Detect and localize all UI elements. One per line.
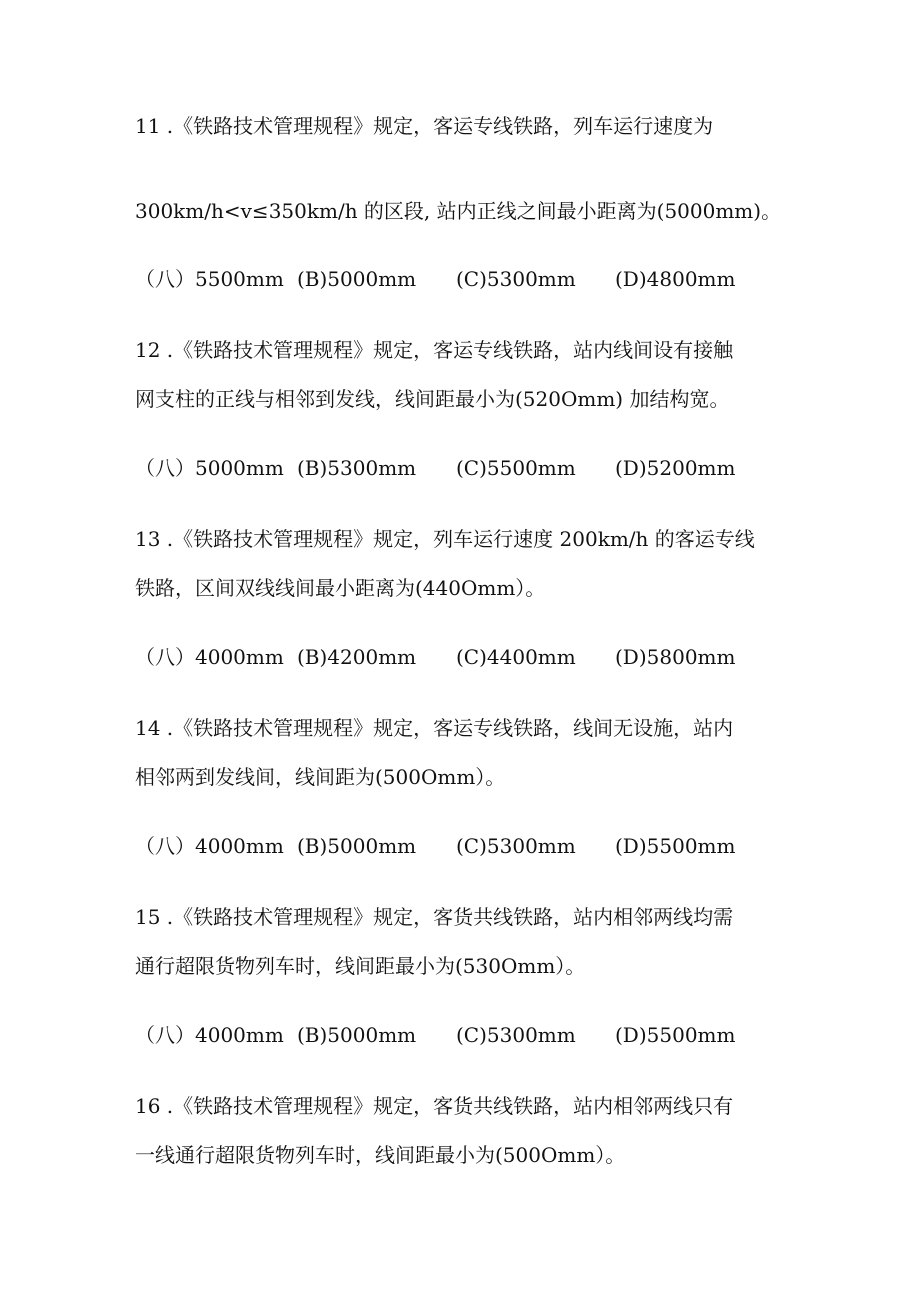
question-14-line-2: 相邻两到发线间，线间距为(500Omm）。 [135, 765, 506, 789]
question-11-option-c: (C)5300mm [456, 267, 576, 291]
question-12-line-1: 12 .《铁路技术管理规程》规定，客运专线铁路，站内线间设有接触 [135, 338, 734, 362]
question-12-option-c: (C)5500mm [456, 456, 576, 480]
question-12-option-b: (B)5300mm [297, 456, 417, 480]
question-14-line-1: 14 .《铁路技术管理规程》规定，客运专线铁路，线间无设施，站内 [135, 716, 734, 740]
question-15-option-c: (C)5300mm [456, 1023, 576, 1047]
question-14-option-a: （八）4000mm [135, 834, 284, 858]
question-11-line-2: 300km/h<v≤350km/h 的区段, 站内正线之间最小距离为(5000mm)。 [135, 199, 782, 223]
question-12-option-a: （八）5000mm [135, 456, 284, 480]
question-11-option-d: (D)4800mm [615, 267, 736, 291]
question-15-option-b: (B)5000mm [297, 1023, 417, 1047]
question-11-line-1: 11 .《铁路技术管理规程》规定，客运专线铁路，列车运行速度为 [135, 114, 714, 138]
question-15-line-2: 通行超限货物列车时，线间距最小为(530Omm）。 [135, 954, 586, 978]
question-12-line-2: 网支柱的正线与相邻到发线，线间距最小为(520Omm) 加结构宽。 [135, 387, 730, 411]
question-15-line-1: 15 .《铁路技术管理规程》规定，客货共线铁路，站内相邻两线均需 [135, 905, 734, 929]
question-13-line-1: 13 .《铁路技术管理规程》规定，列车运行速度 200km/h 的客运专线 [135, 527, 755, 551]
question-13-option-d: (D)5800mm [615, 645, 736, 669]
question-14-option-d: (D)5500mm [615, 834, 736, 858]
question-14-option-c: (C)5300mm [456, 834, 576, 858]
question-14-option-b: (B)5000mm [297, 834, 417, 858]
question-11-option-a: （八）5500mm [135, 267, 284, 291]
question-13-option-b: (B)4200mm [297, 645, 417, 669]
question-15-option-a: （八）4000mm [135, 1023, 284, 1047]
question-15-option-d: (D)5500mm [615, 1023, 736, 1047]
question-13-option-c: (C)4400mm [456, 645, 576, 669]
question-16-line-1: 16 .《铁路技术管理规程》规定，客货共线铁路，站内相邻两线只有 [135, 1094, 734, 1118]
question-11-option-b: (B)5000mm [297, 267, 417, 291]
question-16-line-2: 一线通行超限货物列车时，线间距最小为(500Omm）。 [135, 1143, 626, 1167]
question-12-option-d: (D)5200mm [615, 456, 736, 480]
question-13-option-a: （八）4000mm [135, 645, 284, 669]
question-13-line-2: 铁路，区间双线线间最小距离为(440Omm）。 [135, 576, 546, 600]
